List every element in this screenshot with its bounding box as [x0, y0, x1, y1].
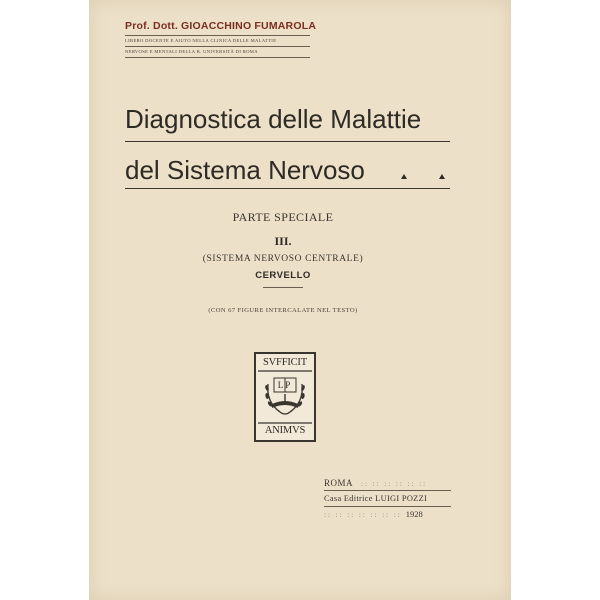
imprint-year-row: [324, 509, 451, 519]
header-rule: [125, 57, 310, 58]
section-label: (SISTEMA NERVOSO CENTRALE): [202, 254, 364, 264]
imprint-city-row: [324, 478, 451, 488]
imprint-year: 1928: [405, 509, 423, 519]
ornament-dots-icon: :: :: :: :: :: ::: [361, 480, 428, 488]
volume-number: III.: [274, 234, 292, 248]
imprint-publisher: Casa Editrice LUIGI POZZI: [324, 494, 428, 503]
triangle-ornament-icon: [401, 174, 407, 179]
figures-note: (CON 67 FIGURE INTERCALATE NEL TESTO): [208, 307, 358, 314]
publisher-emblem: [254, 352, 316, 442]
emblem-motto-bottom: ANIMVS: [264, 425, 306, 436]
imprint-city: ROMA: [324, 478, 354, 488]
part-label: PARTE SPECIALE: [232, 210, 334, 224]
title-rule: [125, 188, 450, 189]
book-title-line1: Diagnostica delle Malattie: [125, 104, 422, 134]
publisher-imprint: [324, 478, 451, 519]
triangle-ornament-icon: [439, 174, 445, 179]
ornament-dots-icon: :: :: :: :: :: :: ::: [324, 511, 402, 519]
subtitle-rule: [263, 287, 303, 288]
title-rule: [125, 141, 450, 142]
imprint-rule: [324, 506, 451, 507]
author-affiliation-line1: LIBERO DOCENTE E AIUTO NELLA CLINICA DELLE MALATTIE: [125, 38, 277, 43]
emblem-monogram: LP: [277, 380, 293, 390]
emblem-motto-top: SVFFICIT: [263, 357, 307, 368]
author-affiliation-line2: NERVOSE E MENTALI DELLA R. UNIVERSITÀ DI ROMA: [125, 49, 258, 54]
title-page: [89, 0, 511, 600]
imprint-rule: [324, 490, 451, 491]
author-name: Prof. Dott. GIOACCHINO FUMAROLA: [125, 20, 317, 32]
topic-label: CERVELLO: [255, 270, 311, 281]
author-header: [125, 20, 317, 58]
book-title-line2: del Sistema Nervoso: [125, 155, 365, 185]
